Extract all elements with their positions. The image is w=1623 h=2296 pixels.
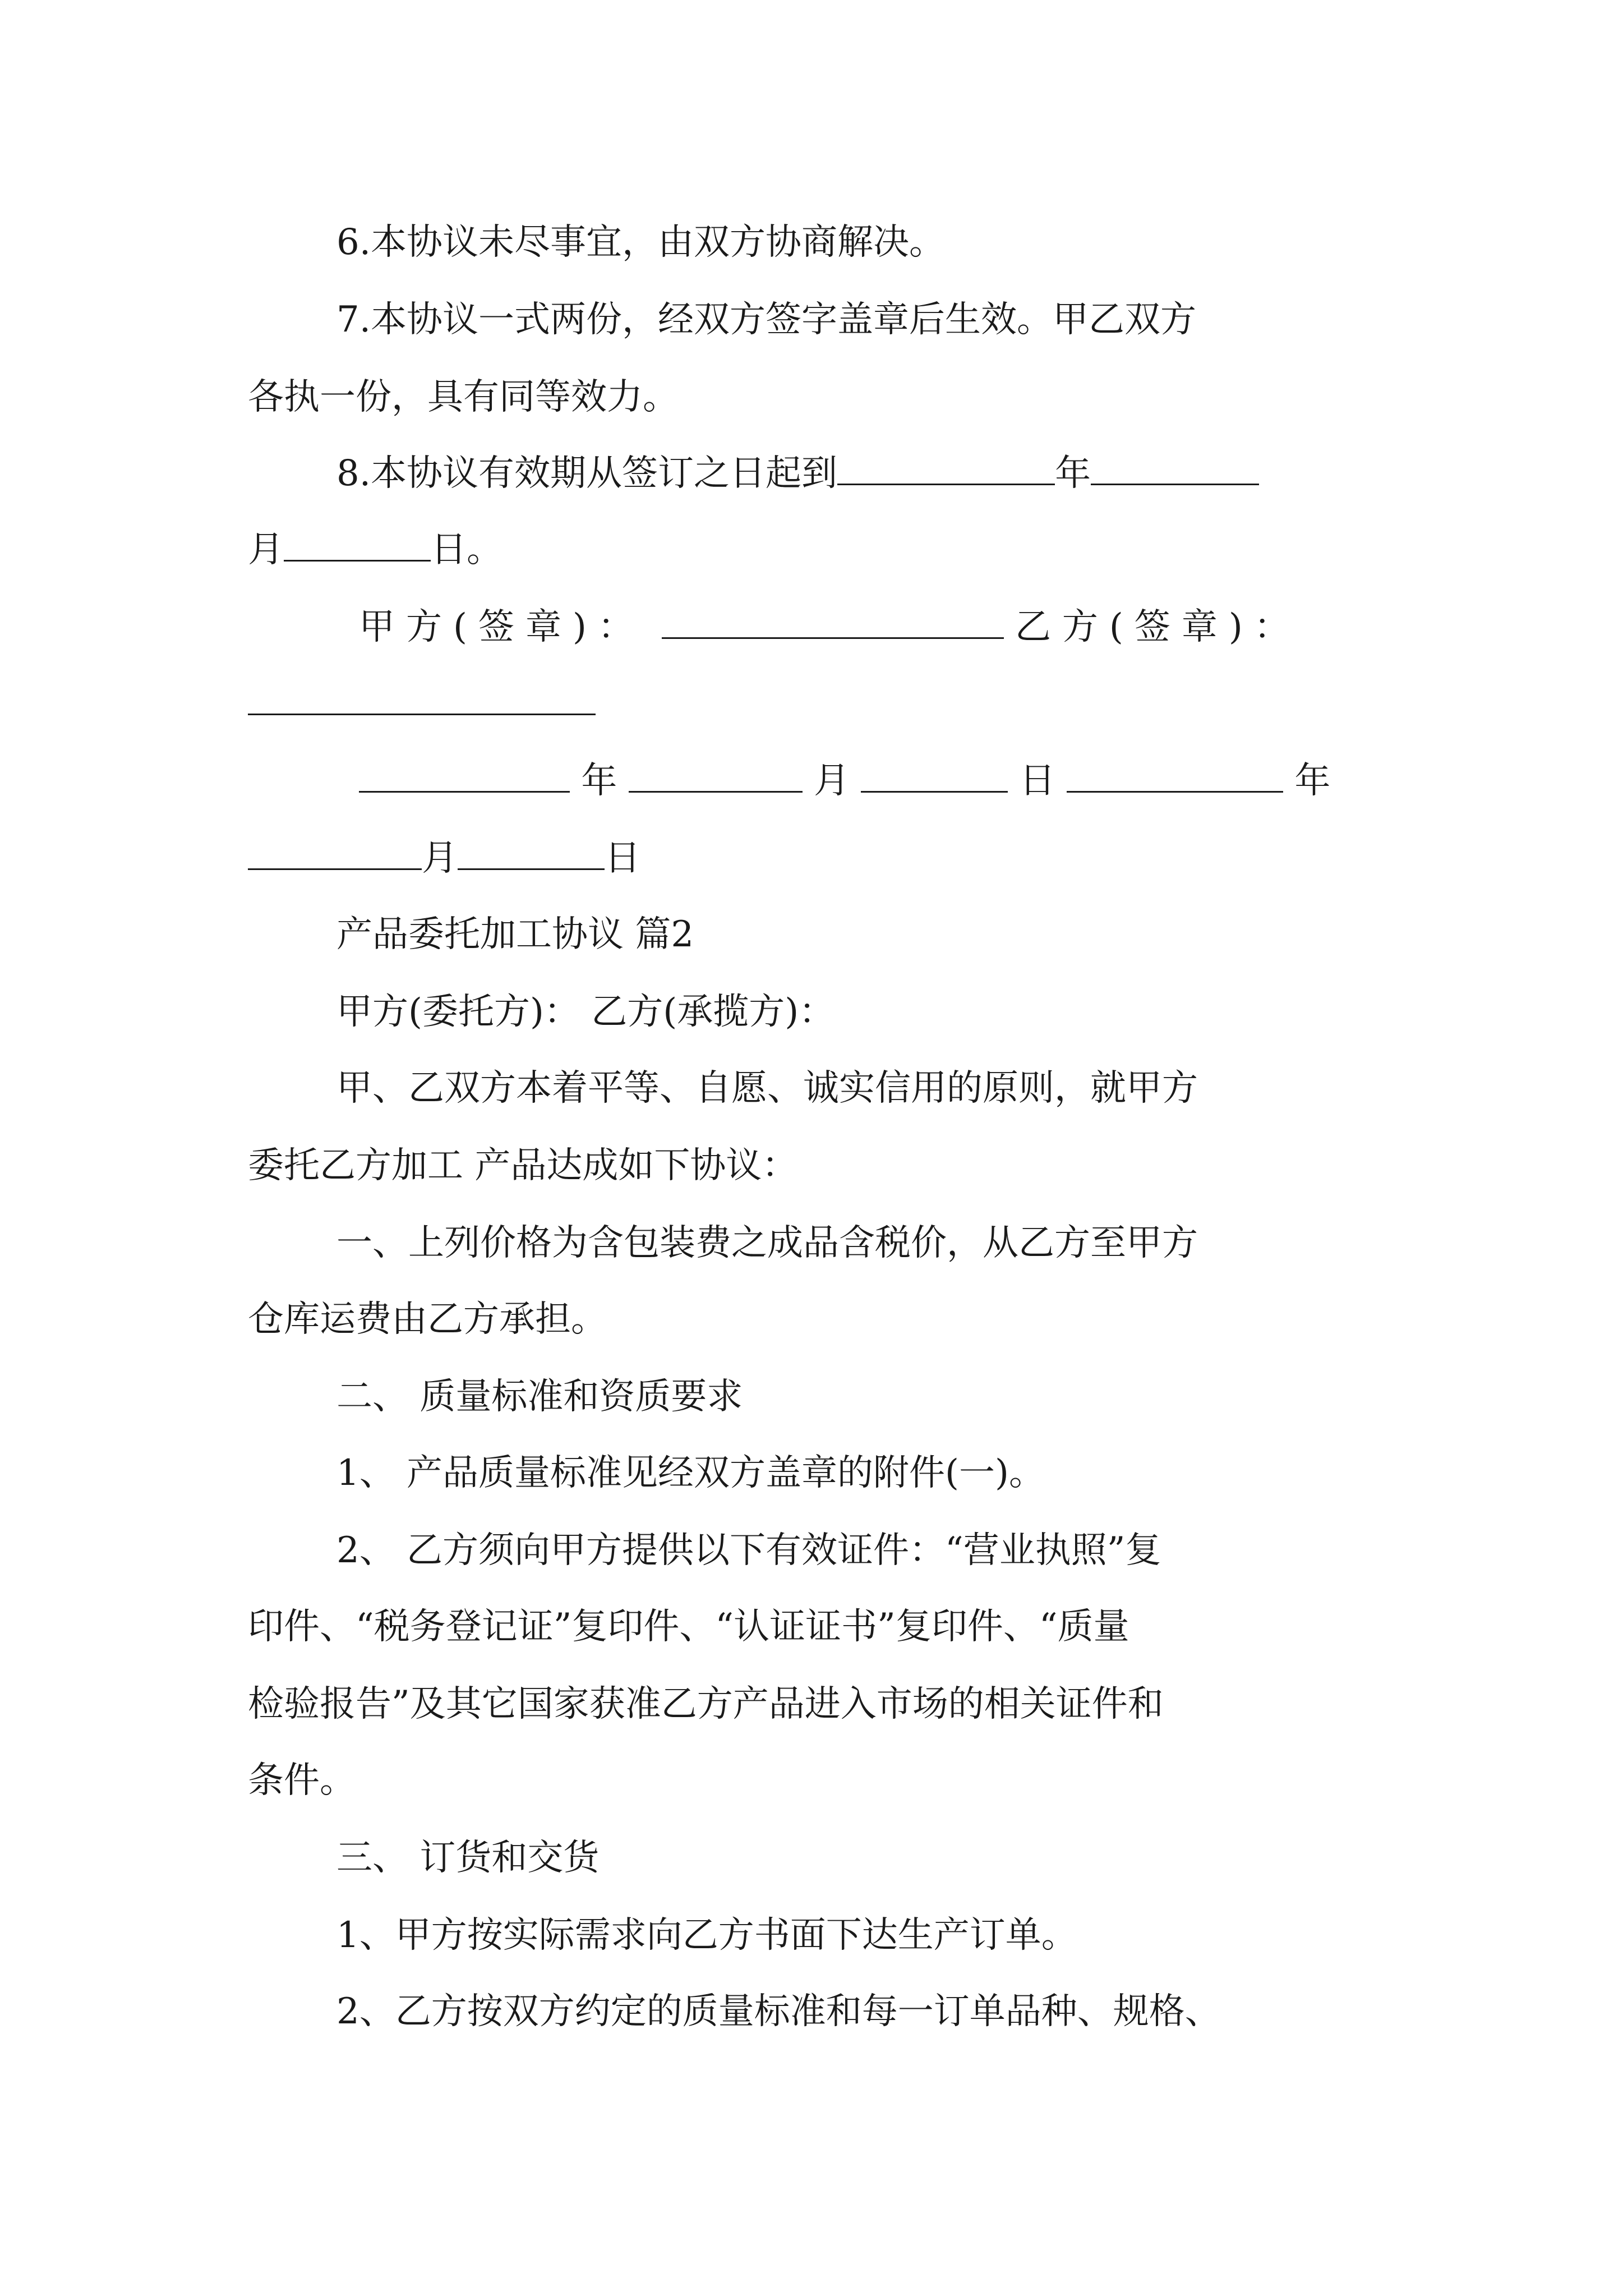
party-a-signature-blank: [662, 605, 1004, 639]
clause-8-cont: 月 日。: [248, 527, 502, 572]
clause-6: 6.本协议未尽事宜，由双方协商解决。: [336, 222, 946, 263]
clause-8: 8.本协议有效期从签订之日起到 年: [336, 451, 1259, 496]
date-line-cont: 月 日: [248, 836, 640, 881]
date-a-day-blank: [861, 758, 1008, 793]
day-blank: [284, 527, 431, 562]
article-2-item-2-cont2: 检验报告”及其它国家获准乙方产品进入市场的相关证件和: [248, 1683, 1164, 1725]
article-2-item-2: 2、 乙方须向甲方提供以下有效证件：“营业执照”复: [336, 1530, 1161, 1571]
clause-7-cont: 各执一份，具有同等效力。: [248, 376, 679, 418]
date-a-year-blank: [359, 758, 570, 793]
article-3-item-2: 2、乙方按双方约定的质量标准和每一订单品种、规格、: [336, 1991, 1221, 2032]
signature-line-cont: [248, 681, 596, 726]
intro-paragraph: 甲、乙双方本着平等、自愿、诚实信用的原则，就甲方: [336, 1068, 1198, 1109]
signature-line: 甲方(签章)： 乙方(签章)：: [359, 605, 1301, 650]
date-a-month-blank: [629, 758, 803, 793]
intro-paragraph-cont: 委托乙方加工 产品达成如下协议：: [248, 1145, 798, 1186]
date-b-day-blank: [458, 836, 605, 870]
article-1-cont: 仓库运费由乙方承担。: [248, 1299, 607, 1340]
month-blank: [1091, 451, 1259, 485]
date-b-year-blank: [1067, 758, 1283, 793]
section-title: 产品委托加工协议 篇2: [336, 914, 694, 955]
clause-7: 7.本协议一式两份，经双方签字盖章后生效。甲乙双方: [336, 299, 1197, 341]
party-b-signature-blank: [248, 681, 596, 715]
article-1: 一、上列价格为含包装费之成品含税价，从乙方至甲方: [336, 1222, 1198, 1264]
year-blank: [837, 451, 1055, 485]
article-2-item-2-cont: 印件、“税务登记证”复印件、“认证证书”复印件、“质量: [248, 1606, 1129, 1648]
parties-line: 甲方(委托方)： 乙方(承揽方)：: [336, 991, 835, 1033]
article-3-item-1: 1、甲方按实际需求向乙方书面下达生产订单。: [336, 1915, 1077, 1956]
article-2-item-2-cont3: 条件。: [248, 1760, 356, 1801]
date-b-month-blank: [248, 836, 422, 870]
article-2-heading: 二、 质量标准和资质要求: [336, 1376, 743, 1418]
date-line: 年 月 日 年: [359, 758, 1330, 803]
article-2-item-1: 1、 产品质量标准见经双方盖章的附件(一)。: [336, 1452, 1045, 1494]
article-3-heading: 三、 订货和交货: [336, 1837, 600, 1879]
